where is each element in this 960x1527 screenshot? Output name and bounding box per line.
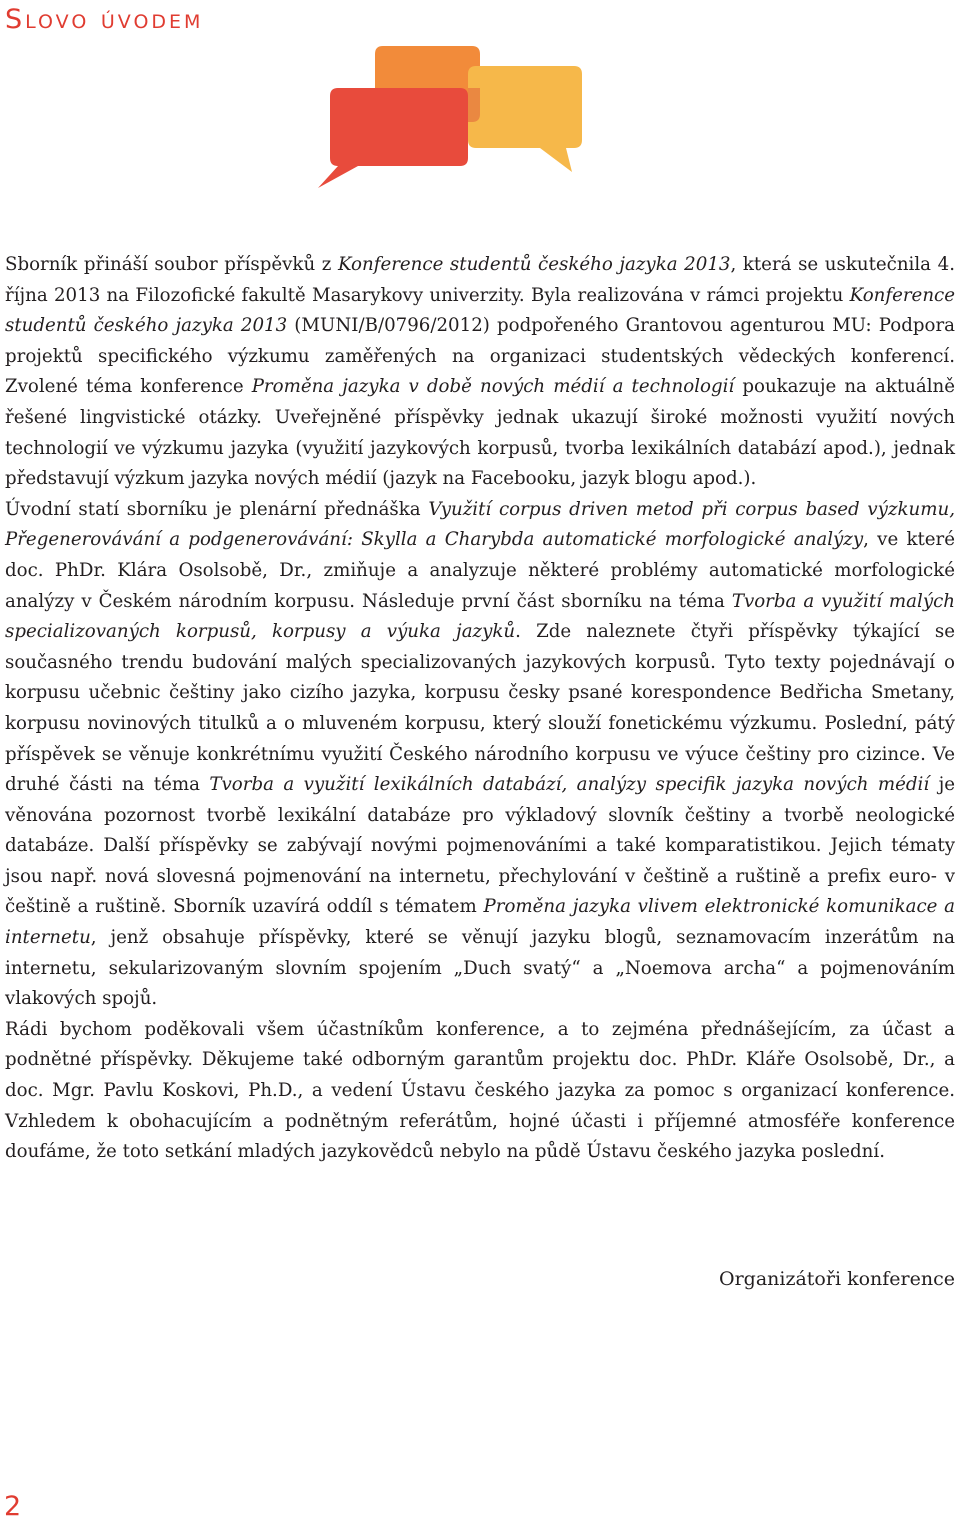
text-run: je věnována pozornost tvorbě lexikální databáze pro výkladový slovník češtiny a tvorbě neologické databáze. Další příspěvky se zabývají novými pojmenováními a také komparatistikou. Jejich tématy jsou např. nová slovesná pojmenování na internetu, přechylování v češtině a ruštině a prefix euro- v češtině a ruštině. Sborník uzavírá oddíl s tématem (5, 774, 956, 918)
speech-bubble-red-icon (318, 88, 468, 188)
speech-bubbles-logo (300, 40, 600, 190)
paragraph (5, 1015, 955, 1168)
text-run: , která se uskutečnila 4. října 2013 na Filozofické fakultě Masarykovy univerzity. Byla realizována v rámci projektu (5, 254, 955, 306)
text-run: Úvodní statí sborníku je plenární přednáška (5, 498, 429, 520)
text-run: , ve které doc. PhDr. Klára Osolsobě, Dr., zmiňuje a analyzuje některé problémy automatické morfologické analýzy v Českém národním korpusu. Následuje první část sborníku na téma (5, 529, 956, 612)
text-run: Sborník přináší soubor příspěvků z (5, 254, 338, 275)
text-run: poukazuje na aktuálně řešené lingvistické otázky. Uveřejněné příspěvky jednak ukazují široké možnosti využití nových technologií ve výzkumu jazyka (využití jazykových korpusů, tvorba lexikálních databází apod.), jednak představují výzkum jazyka nových médií (jazyk na Facebooku, jazyk blogu apod.). (5, 376, 956, 490)
page-heading: Slovo úvodem (5, 4, 204, 35)
text-run: (MUNI/B/0796/2012) podpořeného Grantovou agenturou MU: Podpora projektů specifického výzkumu zaměřených na organizaci studentských vědeckých konferencí. Zvolené téma konference (5, 315, 955, 398)
speech-bubble-yellow-icon (468, 66, 582, 172)
italic-text: Proměna jazyka vlivem elektronické komunikace a internetu (5, 896, 955, 949)
italic-text: Proměna jazyka v době nových médií a technologií (251, 376, 735, 398)
italic-text: Konference studentů českého jazyka 2013 (337, 254, 731, 275)
italic-text: Tvorba a využití malých specializovaných korpusů, korpusy a výuka jazyků (5, 590, 956, 643)
text-run: . Zde naleznete čtyři příspěvky týkající se současného trendu budování malých specializovaných jazykových korpusů. Tyto texty pojednávají o korpusu učebnic češtiny jako cizího jazyka, korpusu česky psané korespondence Bedřicha Smetany, korpusu novinových titulků a o mluveném korpusu, který slouží fonetickému výzkumu. Poslední, pátý příspěvek se věnuje konkrétnímu využití Českého národního korpusu ve výuce češtiny pro cizince. Ve druhé části na téma (5, 621, 956, 796)
body-text (5, 250, 955, 1168)
paragraph (5, 250, 955, 495)
text-run: , jenž obsahuje příspěvky, které se věnují jazyku blogů, seznamovacím inzerátům na internetu, sekularizovaným slovním spojením „Duch svatý“ a „Noemova archa“ a pojmenováním vlakových spojů. (5, 927, 955, 1010)
italic-text: Konference studentů českého jazyka 2013 (5, 284, 955, 337)
page-number: 2 (4, 1491, 22, 1522)
signature: Organizátoři konference (719, 1268, 955, 1290)
italic-text: Tvorba a využití lexikálních databází, analýzy specifik jazyka nových médií (209, 774, 930, 796)
paragraph (5, 495, 955, 1015)
italic-text: Využití corpus driven metod při corpus based výzkumu, Přegenerovávání a podgenerovávání: Skylla a Charybda automatické morfologické analýzy (5, 498, 955, 551)
text-run: Rádi bychom poděkovali všem účastníkům konference, a to zejména přednášejícím, za účast a podnětné příspěvky. Děkujeme také odborným garantům projektu doc. PhDr. Kláře Osolsobě, Dr., a doc. Mgr. Pavlu Koskovi, Ph.D., a vedení Ústavu českého jazyka za pomoc s organizací konference. Vzhledem k obohacujícím a podnětným referátům, hojné účasti i příjemné atmosféře konference doufáme, že toto setkání mladých jazykovědců nebylo na půdě Ústavu českého jazyka poslední. (5, 1018, 955, 1163)
